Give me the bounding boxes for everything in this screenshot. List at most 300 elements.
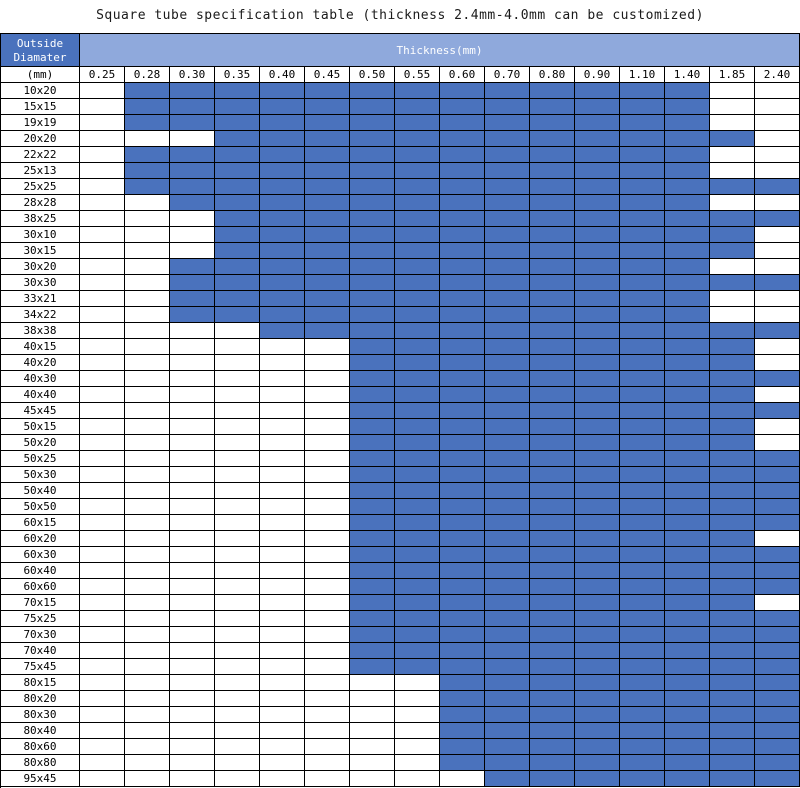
available-cell xyxy=(710,387,755,403)
available-cell xyxy=(260,115,305,131)
available-cell xyxy=(620,195,665,211)
available-cell xyxy=(440,499,485,515)
available-cell xyxy=(530,595,575,611)
available-cell xyxy=(170,259,215,275)
available-cell xyxy=(440,387,485,403)
unavailable-cell xyxy=(260,659,305,675)
available-cell xyxy=(350,355,395,371)
row-size-label: 60x40 xyxy=(1,563,80,579)
unavailable-cell xyxy=(170,595,215,611)
unavailable-cell xyxy=(260,611,305,627)
available-cell xyxy=(350,659,395,675)
unavailable-cell xyxy=(710,307,755,323)
available-cell xyxy=(710,419,755,435)
available-cell xyxy=(395,435,440,451)
available-cell xyxy=(350,99,395,115)
available-cell xyxy=(125,147,170,163)
available-cell xyxy=(620,403,665,419)
available-cell xyxy=(260,131,305,147)
available-cell xyxy=(170,163,215,179)
unavailable-cell xyxy=(170,483,215,499)
thickness-col-header: 2.40 xyxy=(755,67,800,83)
available-cell xyxy=(575,611,620,627)
available-cell xyxy=(755,723,800,739)
row-size-label: 80x20 xyxy=(1,691,80,707)
unavailable-cell xyxy=(125,211,170,227)
unavailable-cell xyxy=(80,595,125,611)
unavailable-cell xyxy=(260,515,305,531)
available-cell xyxy=(440,227,485,243)
unavailable-cell xyxy=(125,771,170,787)
unavailable-cell xyxy=(125,691,170,707)
unavailable-cell xyxy=(170,771,215,787)
available-cell xyxy=(575,243,620,259)
available-cell xyxy=(395,227,440,243)
available-cell xyxy=(575,131,620,147)
available-cell xyxy=(665,403,710,419)
available-cell xyxy=(305,147,350,163)
available-cell xyxy=(665,307,710,323)
unavailable-cell xyxy=(125,723,170,739)
available-cell xyxy=(755,627,800,643)
unavailable-cell xyxy=(350,675,395,691)
available-cell xyxy=(755,403,800,419)
available-cell xyxy=(485,755,530,771)
unavailable-cell xyxy=(305,723,350,739)
available-cell xyxy=(620,179,665,195)
available-cell xyxy=(620,355,665,371)
available-cell xyxy=(395,147,440,163)
available-cell xyxy=(665,147,710,163)
available-cell xyxy=(350,131,395,147)
unavailable-cell xyxy=(755,387,800,403)
unavailable-cell xyxy=(80,755,125,771)
spec-table xyxy=(0,33,800,788)
available-cell xyxy=(665,323,710,339)
unavailable-cell xyxy=(755,595,800,611)
available-cell xyxy=(575,83,620,99)
available-cell xyxy=(485,435,530,451)
available-cell xyxy=(530,339,575,355)
unavailable-cell xyxy=(215,515,260,531)
available-cell xyxy=(575,451,620,467)
available-cell xyxy=(440,131,485,147)
unavailable-cell xyxy=(260,579,305,595)
row-size-label: 50x15 xyxy=(1,419,80,435)
unavailable-cell xyxy=(80,771,125,787)
thickness-col-header: 0.40 xyxy=(260,67,305,83)
available-cell xyxy=(575,195,620,211)
available-cell xyxy=(215,115,260,131)
available-cell xyxy=(440,195,485,211)
available-cell xyxy=(710,595,755,611)
unavailable-cell xyxy=(125,291,170,307)
unavailable-cell xyxy=(755,243,800,259)
available-cell xyxy=(350,451,395,467)
unavailable-cell xyxy=(215,563,260,579)
available-cell xyxy=(530,499,575,515)
unavailable-cell xyxy=(710,115,755,131)
available-cell xyxy=(530,115,575,131)
available-cell xyxy=(620,515,665,531)
unavailable-cell xyxy=(125,595,170,611)
unavailable-cell xyxy=(755,419,800,435)
row-size-label: 25x13 xyxy=(1,163,80,179)
available-cell xyxy=(440,483,485,499)
unavailable-cell xyxy=(125,323,170,339)
available-cell xyxy=(575,755,620,771)
available-cell xyxy=(710,403,755,419)
available-cell xyxy=(620,243,665,259)
thickness-col-header: 0.35 xyxy=(215,67,260,83)
available-cell xyxy=(350,435,395,451)
unavailable-cell xyxy=(260,771,305,787)
available-cell xyxy=(530,611,575,627)
unavailable-cell xyxy=(755,355,800,371)
unavailable-cell xyxy=(215,723,260,739)
unavailable-cell xyxy=(305,515,350,531)
unavailable-cell xyxy=(125,675,170,691)
unavailable-cell xyxy=(260,451,305,467)
available-cell xyxy=(350,387,395,403)
unavailable-cell xyxy=(125,547,170,563)
unavailable-cell xyxy=(215,659,260,675)
unavailable-cell xyxy=(215,355,260,371)
unavailable-cell xyxy=(80,547,125,563)
unavailable-cell xyxy=(80,387,125,403)
unavailable-cell xyxy=(170,131,215,147)
unavailable-cell xyxy=(215,755,260,771)
unavailable-cell xyxy=(215,371,260,387)
available-cell xyxy=(170,83,215,99)
available-cell xyxy=(620,707,665,723)
available-cell xyxy=(260,195,305,211)
row-size-label: 80x15 xyxy=(1,675,80,691)
available-cell xyxy=(755,483,800,499)
available-cell xyxy=(440,83,485,99)
unavailable-cell xyxy=(305,403,350,419)
available-cell xyxy=(350,83,395,99)
available-cell xyxy=(485,531,530,547)
available-cell xyxy=(575,675,620,691)
available-cell xyxy=(215,291,260,307)
available-cell xyxy=(755,755,800,771)
thickness-col-header: 0.50 xyxy=(350,67,395,83)
available-cell xyxy=(620,451,665,467)
available-cell xyxy=(350,515,395,531)
unavailable-cell xyxy=(305,451,350,467)
row-size-label: 40x30 xyxy=(1,371,80,387)
available-cell xyxy=(665,291,710,307)
unavailable-cell xyxy=(80,707,125,723)
available-cell xyxy=(575,515,620,531)
available-cell xyxy=(395,531,440,547)
available-cell xyxy=(575,227,620,243)
unavailable-cell xyxy=(125,131,170,147)
thickness-col-header: 1.40 xyxy=(665,67,710,83)
available-cell xyxy=(665,643,710,659)
row-size-label: 30x10 xyxy=(1,227,80,243)
unavailable-cell xyxy=(125,659,170,675)
unavailable-cell xyxy=(305,435,350,451)
unavailable-cell xyxy=(80,163,125,179)
available-cell xyxy=(710,707,755,723)
unavailable-cell xyxy=(80,563,125,579)
available-cell xyxy=(350,147,395,163)
available-cell xyxy=(665,99,710,115)
row-size-label: 30x20 xyxy=(1,259,80,275)
thickness-col-header: 0.80 xyxy=(530,67,575,83)
available-cell xyxy=(665,243,710,259)
unavailable-cell xyxy=(305,739,350,755)
available-cell xyxy=(710,739,755,755)
available-cell xyxy=(530,483,575,499)
available-cell xyxy=(755,451,800,467)
available-cell xyxy=(395,211,440,227)
thickness-col-header: 0.60 xyxy=(440,67,485,83)
thickness-col-header: 0.28 xyxy=(125,67,170,83)
available-cell xyxy=(665,547,710,563)
available-cell xyxy=(575,691,620,707)
unavailable-cell xyxy=(260,403,305,419)
row-size-label: 60x30 xyxy=(1,547,80,563)
available-cell xyxy=(305,259,350,275)
available-cell xyxy=(305,307,350,323)
row-size-label: 34x22 xyxy=(1,307,80,323)
unavailable-cell xyxy=(80,579,125,595)
unavailable-cell xyxy=(80,675,125,691)
available-cell xyxy=(620,307,665,323)
available-cell xyxy=(485,595,530,611)
available-cell xyxy=(530,99,575,115)
unavailable-cell xyxy=(80,227,125,243)
row-size-label: 25x25 xyxy=(1,179,80,195)
available-cell xyxy=(620,339,665,355)
available-cell xyxy=(350,563,395,579)
row-size-label: 50x50 xyxy=(1,499,80,515)
available-cell xyxy=(350,627,395,643)
unavailable-cell xyxy=(80,419,125,435)
available-cell xyxy=(710,339,755,355)
available-cell xyxy=(665,467,710,483)
available-cell xyxy=(575,579,620,595)
available-cell xyxy=(215,163,260,179)
unavailable-cell xyxy=(350,707,395,723)
available-cell xyxy=(440,659,485,675)
available-cell xyxy=(395,115,440,131)
unavailable-cell xyxy=(125,627,170,643)
unavailable-cell xyxy=(215,387,260,403)
available-cell xyxy=(530,83,575,99)
unavailable-cell xyxy=(215,531,260,547)
available-cell xyxy=(395,403,440,419)
available-cell xyxy=(710,355,755,371)
available-cell xyxy=(440,563,485,579)
available-cell xyxy=(305,243,350,259)
available-cell xyxy=(710,579,755,595)
thickness-col-header: 0.45 xyxy=(305,67,350,83)
unavailable-cell xyxy=(170,547,215,563)
unavailable-cell xyxy=(125,339,170,355)
unavailable-cell xyxy=(80,179,125,195)
unavailable-cell xyxy=(305,659,350,675)
available-cell xyxy=(485,387,530,403)
available-cell xyxy=(440,243,485,259)
available-cell xyxy=(485,291,530,307)
available-cell xyxy=(485,259,530,275)
available-cell xyxy=(395,627,440,643)
unavailable-cell xyxy=(260,675,305,691)
available-cell xyxy=(665,227,710,243)
available-cell xyxy=(530,243,575,259)
unavailable-cell xyxy=(80,483,125,499)
available-cell xyxy=(620,131,665,147)
available-cell xyxy=(530,643,575,659)
available-cell xyxy=(485,403,530,419)
available-cell xyxy=(755,515,800,531)
available-cell xyxy=(485,99,530,115)
unavailable-cell xyxy=(440,771,485,787)
row-size-label: 60x60 xyxy=(1,579,80,595)
available-cell xyxy=(665,563,710,579)
unavailable-cell xyxy=(80,467,125,483)
available-cell xyxy=(440,611,485,627)
unavailable-cell xyxy=(80,515,125,531)
unavailable-cell xyxy=(80,339,125,355)
available-cell xyxy=(620,387,665,403)
available-cell xyxy=(440,163,485,179)
unavailable-cell xyxy=(215,771,260,787)
unavailable-cell xyxy=(170,659,215,675)
available-cell xyxy=(125,115,170,131)
available-cell xyxy=(485,275,530,291)
unavailable-cell xyxy=(755,307,800,323)
available-cell xyxy=(665,595,710,611)
unavailable-cell xyxy=(215,579,260,595)
unavailable-cell xyxy=(305,467,350,483)
unavailable-cell xyxy=(215,323,260,339)
unavailable-cell xyxy=(260,467,305,483)
row-size-label: 38x25 xyxy=(1,211,80,227)
unavailable-cell xyxy=(215,611,260,627)
unavailable-cell xyxy=(755,195,800,211)
available-cell xyxy=(260,275,305,291)
available-cell xyxy=(440,755,485,771)
unavailable-cell xyxy=(170,323,215,339)
unavailable-cell xyxy=(80,211,125,227)
available-cell xyxy=(710,243,755,259)
available-cell xyxy=(665,115,710,131)
available-cell xyxy=(440,515,485,531)
available-cell xyxy=(395,339,440,355)
available-cell xyxy=(530,227,575,243)
unavailable-cell xyxy=(260,547,305,563)
available-cell xyxy=(530,755,575,771)
unavailable-cell xyxy=(170,675,215,691)
available-cell xyxy=(395,99,440,115)
row-size-label: 45x45 xyxy=(1,403,80,419)
available-cell xyxy=(440,707,485,723)
unavailable-cell xyxy=(170,643,215,659)
available-cell xyxy=(530,691,575,707)
available-cell xyxy=(485,579,530,595)
unavailable-cell xyxy=(395,723,440,739)
unavailable-cell xyxy=(305,419,350,435)
row-size-label: 40x15 xyxy=(1,339,80,355)
available-cell xyxy=(170,147,215,163)
available-cell xyxy=(215,275,260,291)
unavailable-cell xyxy=(125,419,170,435)
available-cell xyxy=(755,643,800,659)
unavailable-cell xyxy=(80,99,125,115)
available-cell xyxy=(710,499,755,515)
available-cell xyxy=(575,387,620,403)
unavailable-cell xyxy=(170,243,215,259)
unavailable-cell xyxy=(80,451,125,467)
available-cell xyxy=(710,451,755,467)
available-cell xyxy=(305,227,350,243)
row-size-label: 50x40 xyxy=(1,483,80,499)
available-cell xyxy=(395,195,440,211)
available-cell xyxy=(350,339,395,355)
unavailable-cell xyxy=(170,627,215,643)
available-cell xyxy=(440,339,485,355)
unavailable-cell xyxy=(215,547,260,563)
available-cell xyxy=(620,275,665,291)
available-cell xyxy=(215,179,260,195)
available-cell xyxy=(395,451,440,467)
available-cell xyxy=(665,723,710,739)
available-cell xyxy=(485,675,530,691)
available-cell xyxy=(620,115,665,131)
available-cell xyxy=(710,611,755,627)
row-size-label: 80x30 xyxy=(1,707,80,723)
available-cell xyxy=(395,275,440,291)
available-cell xyxy=(170,275,215,291)
available-cell xyxy=(530,131,575,147)
available-cell xyxy=(440,323,485,339)
available-cell xyxy=(350,195,395,211)
available-cell xyxy=(485,691,530,707)
unavailable-cell xyxy=(305,355,350,371)
unavailable-cell xyxy=(170,419,215,435)
available-cell xyxy=(395,131,440,147)
available-cell xyxy=(710,755,755,771)
unavailable-cell xyxy=(125,707,170,723)
row-size-label: 70x30 xyxy=(1,627,80,643)
available-cell xyxy=(395,355,440,371)
available-cell xyxy=(620,323,665,339)
available-cell xyxy=(530,627,575,643)
available-cell xyxy=(665,531,710,547)
available-cell xyxy=(665,387,710,403)
unavailable-cell xyxy=(125,371,170,387)
available-cell xyxy=(665,195,710,211)
available-cell xyxy=(575,547,620,563)
available-cell xyxy=(575,643,620,659)
unavailable-cell xyxy=(80,499,125,515)
available-cell xyxy=(485,147,530,163)
unavailable-cell xyxy=(260,707,305,723)
row-size-label: 33x21 xyxy=(1,291,80,307)
unavailable-cell xyxy=(170,707,215,723)
unavailable-cell xyxy=(80,323,125,339)
available-cell xyxy=(530,435,575,451)
thickness-col-header: 0.25 xyxy=(80,67,125,83)
available-cell xyxy=(665,451,710,467)
available-cell xyxy=(530,515,575,531)
available-cell xyxy=(350,259,395,275)
